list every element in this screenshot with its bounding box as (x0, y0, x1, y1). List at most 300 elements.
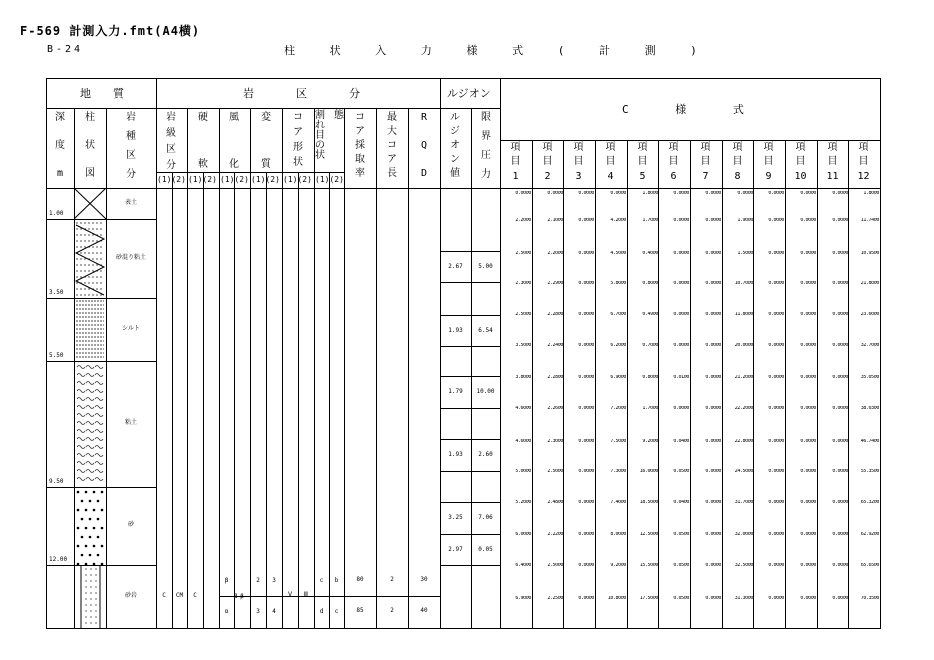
c-value: 0.0500 (673, 563, 689, 568)
item-number: 4 (607, 171, 614, 182)
stratum-depth: 12.00 (49, 556, 68, 563)
rock-cell: 85 (356, 607, 364, 614)
grid-line (298, 172, 299, 629)
c-value: 0.0000 (800, 563, 816, 568)
core-shape-header: 形 (293, 142, 303, 153)
item-header: 目 (827, 156, 838, 167)
rock-grade-header: 区 (166, 144, 176, 155)
rock-type-header: 種 (126, 131, 136, 142)
rock-cell: C (162, 592, 166, 599)
c-value: 2.5000 (515, 312, 531, 317)
c-value: 21.8000 (860, 281, 879, 286)
max-core-length-header: 最 (387, 112, 397, 123)
limit-pressure: 5.00 (478, 262, 493, 270)
item-number: 7 (702, 171, 709, 182)
c-value: 0.0000 (578, 532, 594, 537)
lugeon-header: ルジオン (447, 87, 491, 100)
grid-line (203, 172, 204, 629)
stratum-depth: 3.50 (49, 289, 64, 296)
grid-line (532, 140, 533, 629)
grid-line (563, 140, 564, 629)
c-value: 6.9000 (515, 596, 531, 601)
sub-col-label: (1)(2) (315, 175, 344, 184)
rock-cell: 2 (390, 576, 394, 583)
c-value: 0.0000 (578, 312, 594, 317)
rock-class-header: 岩区分 (243, 87, 402, 100)
c-value: 0.0000 (832, 312, 848, 317)
lugeon-row-divider (440, 251, 501, 252)
max-core-length-header: ア (387, 154, 397, 165)
grid-line (376, 108, 377, 629)
table-border-left (46, 78, 47, 629)
lugeon-value: 2.67 (448, 262, 463, 270)
c-value: 0.4000 (642, 251, 658, 256)
c-value: 0.8000 (642, 281, 658, 286)
c-value: 1.9000 (737, 218, 753, 223)
c-value: 0.0000 (705, 406, 721, 411)
c-value: 0.0000 (800, 439, 816, 444)
rock-type-header: 区 (126, 150, 136, 161)
c-value: 23.6000 (860, 312, 879, 317)
lugeon-row-divider (440, 408, 501, 409)
stratum-depth: 5.50 (49, 352, 64, 359)
rock-cell: 2 (390, 607, 394, 614)
c-value: 0.0000 (673, 406, 689, 411)
rock-cell: α (224, 608, 229, 615)
core-recovery-header: 採 (355, 140, 365, 151)
c-value: 0.0000 (800, 469, 816, 474)
weathering-header: 化 (229, 159, 239, 170)
c-value: 0.0000 (832, 218, 848, 223)
c-value: 0.0400 (673, 439, 689, 444)
c-value: 2.2600 (547, 406, 563, 411)
c-value: 0.0000 (800, 343, 816, 348)
c-value: 2.3000 (547, 439, 563, 444)
item-header: 項 (637, 142, 648, 153)
c-value: 9.2000 (642, 439, 658, 444)
crack-state-header: 割 (315, 110, 325, 121)
c-value: 65.3200 (860, 500, 879, 505)
c-value: 7.3000 (610, 469, 626, 474)
c-format-header: C 様 式 (622, 103, 764, 116)
c-value: 0.0000 (768, 343, 784, 348)
c-value: 0.0000 (578, 251, 594, 256)
c-value: 8.0000 (610, 532, 626, 537)
lugeon-row-divider (440, 471, 501, 472)
c-value: 12.5000 (639, 532, 658, 537)
c-value: 7.2000 (610, 406, 626, 411)
limit-pressure: 10.00 (476, 388, 495, 395)
c-value: 5.8000 (610, 281, 626, 286)
c-value: 24.5000 (734, 469, 753, 474)
c-value: 31.7000 (734, 500, 753, 505)
rock-grade-header: 級 (166, 128, 176, 139)
c-value: 0.0000 (673, 251, 689, 256)
c-value: 0.0000 (800, 191, 816, 196)
lugeon-row-divider (440, 376, 501, 377)
max-core-length-header: 大 (387, 126, 397, 137)
c-value: 2.2900 (547, 281, 563, 286)
limit-pressure: 7.06 (478, 514, 493, 521)
c-value: 21.2000 (734, 375, 753, 380)
c-value: 0.0000 (705, 532, 721, 537)
c-value: 0.8000 (642, 375, 658, 380)
grid-line (817, 140, 818, 629)
weathering-header: 風 (229, 112, 239, 123)
c-value: 0.0000 (578, 406, 594, 411)
core-recovery-header: 率 (355, 168, 365, 179)
rock-cell: 2 (256, 577, 260, 584)
header-divider (46, 108, 501, 109)
rock-cell: 30 (420, 576, 428, 583)
lugeon-row-divider (440, 282, 501, 283)
grid-line (266, 172, 267, 629)
grid-line (627, 140, 628, 629)
c-value: 9.2000 (610, 563, 626, 568)
geology-header: 地質 (80, 87, 146, 100)
item-number: 5 (639, 171, 646, 182)
c-value: 0.0000 (705, 218, 721, 223)
item-header: 目 (858, 156, 869, 167)
c-value: 0.0000 (673, 281, 689, 286)
c-value: 1.7000 (642, 218, 658, 223)
c-value: 0.0000 (768, 469, 784, 474)
rock-cell: β (224, 577, 229, 584)
crack-state-header: 目 (315, 130, 325, 141)
lugeon-row-divider (440, 315, 501, 316)
c-value: 3.8000 (515, 375, 531, 380)
sheet-id: B-24 (47, 44, 84, 55)
c-value: 10.9500 (860, 251, 879, 256)
lugeon-row-divider (440, 439, 501, 440)
c-value: 0.0000 (832, 469, 848, 474)
c-value: 6.7000 (610, 312, 626, 317)
c-value: 0.0000 (705, 251, 721, 256)
c-value: 0.0000 (832, 191, 848, 196)
item-number: 1 (512, 171, 519, 182)
c-value: 0.0000 (768, 563, 784, 568)
item-header: 目 (795, 156, 806, 167)
lugeon-value-header: ン (450, 154, 460, 165)
grid-line (219, 108, 220, 629)
c-value: 65.6500 (860, 563, 879, 568)
rock-cell: 4 (272, 608, 276, 615)
c-value: 6.4000 (515, 563, 531, 568)
limit-pressure-header: 界 (481, 131, 491, 142)
c-value: 6.9000 (610, 375, 626, 380)
sand-pattern (74, 487, 106, 565)
c-value: 0.0000 (768, 312, 784, 317)
c-value: 0.7000 (642, 343, 658, 348)
item-header: 項 (763, 142, 774, 153)
lugeon-value: 1.79 (448, 388, 463, 395)
c-value: 22.2000 (734, 406, 753, 411)
item-header: 項 (858, 142, 869, 153)
rock-cell: Ⅴ (287, 591, 293, 598)
sub-col-label: (1)(2) (188, 175, 217, 184)
item-header: 目 (700, 156, 711, 167)
c-value: 10.7000 (734, 281, 753, 286)
c-value: 0.0000 (705, 312, 721, 317)
c-value: 38.0300 (860, 406, 879, 411)
core-recovery-header: ア (355, 126, 365, 137)
c-value: 0.0000 (768, 532, 784, 537)
c-value: 0.0000 (800, 251, 816, 256)
c-value: 0.0000 (705, 375, 721, 380)
item-header: 項 (573, 142, 584, 153)
c-value: 2.2400 (547, 343, 563, 348)
core-shape-header: コ (293, 112, 303, 123)
c-value: 0.0000 (832, 406, 848, 411)
grid-line (329, 172, 330, 629)
c-value: 0.0000 (673, 218, 689, 223)
limit-pressure: 6.54 (478, 326, 493, 334)
c-value: 0.0000 (578, 500, 594, 505)
crack-state-header: の (315, 140, 325, 151)
grid-line (408, 108, 409, 629)
grid-line (250, 108, 251, 629)
c-value: 7.4000 (610, 500, 626, 505)
c-value: 0.0100 (673, 375, 689, 380)
grid-line (314, 108, 315, 629)
depth-header: 深 (55, 112, 65, 123)
sub-col-label: (1)(2) (220, 175, 249, 184)
crack-state-header: れ (315, 120, 325, 131)
c-value: 11.8000 (734, 312, 753, 317)
c-value: 2.4800 (547, 500, 563, 505)
c-value: 0.0000 (578, 563, 594, 568)
c-value: 10.8000 (607, 596, 626, 601)
c-value: 0.0000 (515, 191, 531, 196)
c-value: 1.5000 (737, 251, 753, 256)
grid-line (690, 140, 691, 629)
item-number: 12 (857, 171, 870, 182)
c-value: 0.0000 (832, 343, 848, 348)
rock-type-header: 分 (126, 169, 136, 180)
lugeon-row-divider (440, 534, 501, 535)
c-value: 0.0000 (705, 281, 721, 286)
c-value: 0.0000 (578, 375, 594, 380)
depth-header: 度 (55, 140, 65, 151)
clay-pattern (74, 361, 106, 487)
core-shape-header: 状 (293, 157, 303, 168)
c-value: 4.6000 (515, 439, 531, 444)
c-value: 0.0000 (705, 500, 721, 505)
grid-line (722, 140, 723, 629)
item-header: 項 (700, 142, 711, 153)
c-value: 0.0000 (578, 439, 594, 444)
c-value: 0.0000 (832, 500, 848, 505)
c-value: 6.2000 (610, 343, 626, 348)
c-value: 11.7400 (860, 218, 879, 223)
c-value: 17.5000 (639, 596, 658, 601)
c-value: 20.0000 (734, 343, 753, 348)
c-value: 0.0000 (578, 596, 594, 601)
c-value: 18.5000 (639, 500, 658, 505)
c-value: 62.9200 (860, 532, 879, 537)
stratum-name: 砂 (127, 521, 134, 528)
item-header: 項 (795, 142, 806, 153)
c-value: 0.0000 (800, 500, 816, 505)
c-value: 7.5000 (610, 439, 626, 444)
item-number: 9 (765, 171, 772, 182)
item-header: 目 (732, 156, 743, 167)
item-header: 目 (573, 156, 584, 167)
rock-row-divider (219, 596, 441, 597)
rock-cell: 3 (272, 577, 276, 584)
c-value: 0.0000 (832, 439, 848, 444)
rqd-header: Q (420, 140, 428, 151)
item-header: 目 (542, 156, 553, 167)
lugeon-value: 3.25 (448, 514, 463, 521)
table-border-right (880, 78, 881, 629)
max-core-length-header: 長 (387, 168, 397, 179)
stratum-name: 砂混り粘土 (115, 253, 146, 261)
c-value: 1.8000 (863, 191, 879, 196)
c-value: 2.5000 (547, 469, 563, 474)
c-value: 0.0000 (737, 191, 753, 196)
grid-line (848, 140, 849, 629)
table-border-top (46, 78, 881, 79)
c-value: 0.0000 (800, 281, 816, 286)
item-number: 3 (575, 171, 582, 182)
c-value: 3.5000 (515, 343, 531, 348)
c-value: 2.5000 (547, 563, 563, 568)
lugeon-value: 2.97 (448, 545, 463, 553)
core-recovery-header: 取 (355, 154, 365, 165)
rock-cell: b (334, 577, 339, 584)
grid-line (187, 108, 188, 629)
core-shape-header: ア (293, 127, 303, 138)
c-value: 0.0000 (832, 563, 848, 568)
rock-grade-header: 分 (166, 160, 176, 171)
item-header: 目 (668, 156, 679, 167)
rock-cell: 3 (256, 608, 260, 615)
c-value: 0.0000 (800, 406, 816, 411)
c-value: 0.0000 (768, 596, 784, 601)
c-value: 46.7400 (860, 439, 879, 444)
c-value: 4.5000 (610, 251, 626, 256)
c-value: 0.0000 (578, 191, 594, 196)
limit-pressure: 2.60 (478, 451, 493, 458)
stratum-depth: 1.00 (49, 210, 64, 217)
item-header: 目 (605, 156, 616, 167)
grid-line (106, 108, 107, 629)
c-value: 32.0000 (734, 532, 753, 537)
item-number: 8 (734, 171, 741, 182)
item-header: 項 (668, 142, 679, 153)
rock-cell: Ⅲ (303, 591, 309, 598)
column-header: 図 (85, 168, 95, 179)
c-value: 2.2000 (547, 251, 563, 256)
alteration-header: 質 (261, 159, 271, 170)
rock-cell: c (334, 608, 339, 615)
stratum-name: 粘土 (124, 419, 137, 426)
alteration-header: 変 (261, 112, 271, 123)
c-value: 0.0000 (800, 312, 816, 317)
grid-line (282, 108, 283, 629)
lugeon-row-divider (440, 502, 501, 503)
c-value: 2.2200 (547, 532, 563, 537)
rock-cell: d (319, 608, 324, 615)
item-header: 目 (763, 156, 774, 167)
grid-line (234, 172, 235, 629)
c-value: 2.2800 (547, 312, 563, 317)
c-value: 0.0000 (673, 312, 689, 317)
sub-col-label: (1)(2) (251, 175, 280, 184)
c-value: 0.0000 (578, 469, 594, 474)
c-value: 16.0000 (639, 469, 658, 474)
grid-line (658, 140, 659, 629)
c-value: 0.0000 (705, 343, 721, 348)
hardness-header: 硬 (198, 112, 208, 123)
c-value: 2.3000 (515, 281, 531, 286)
sub-column-divider (156, 172, 345, 173)
c-value: 0.0500 (673, 596, 689, 601)
c-value: 0.0000 (673, 191, 689, 196)
c-value: 5.2000 (515, 500, 531, 505)
c-value: 1.7000 (642, 406, 658, 411)
c-value: 0.0000 (578, 281, 594, 286)
rock-cell: β (240, 593, 244, 600)
page-title: 柱 状 入 力 様 式 ( 計 測 ) (284, 44, 711, 57)
rock-cell: c (319, 577, 324, 584)
c-value: 4.6000 (515, 406, 531, 411)
grid-line (172, 172, 173, 629)
c-value: 2.2000 (515, 218, 531, 223)
item-header: 項 (732, 142, 743, 153)
core-recovery-header: コ (355, 112, 365, 123)
c-value: 0.0000 (547, 191, 563, 196)
grid-line (785, 140, 786, 629)
item-number: 11 (826, 171, 839, 182)
lugeon-row-divider (440, 565, 501, 566)
c-value: 4.2000 (610, 218, 626, 223)
c-value: 0.0000 (832, 532, 848, 537)
c-value: 35.0500 (860, 375, 879, 380)
item-number: 2 (544, 171, 551, 182)
c-value: 2.2800 (547, 375, 563, 380)
item-header: 項 (542, 142, 553, 153)
c-value: 0.0000 (705, 596, 721, 601)
item-header: 目 (510, 156, 521, 167)
c-value: 0.0000 (610, 191, 626, 196)
c-value: 0.0000 (832, 375, 848, 380)
c-value: 0.0000 (705, 439, 721, 444)
c-value: 0.0000 (768, 251, 784, 256)
c-value: 0.0000 (673, 343, 689, 348)
stratum-depth: 9.50 (49, 478, 64, 485)
stratum-name: 表土 (124, 198, 137, 206)
form-id: F-569 計測入力.fmt(A4横) (20, 24, 201, 38)
item-header: 項 (510, 142, 521, 153)
max-core-length-header: コ (387, 140, 397, 151)
rqd-header: D (420, 168, 428, 179)
rock-cell: 40 (420, 607, 428, 614)
c-value: 0.0000 (768, 406, 784, 411)
c-value: 0.4900 (642, 312, 658, 317)
c-value: 0.0000 (768, 281, 784, 286)
c-value: 0.0000 (800, 218, 816, 223)
section-divider (156, 78, 157, 629)
c-value: 0.0000 (705, 191, 721, 196)
c-value: 31.3000 (734, 596, 753, 601)
c-value: 0.0000 (800, 596, 816, 601)
rock-cell: CM (175, 592, 184, 599)
sandstone-pattern (74, 565, 106, 628)
topsoil-pattern (74, 188, 106, 219)
item-header: 項 (605, 142, 616, 153)
